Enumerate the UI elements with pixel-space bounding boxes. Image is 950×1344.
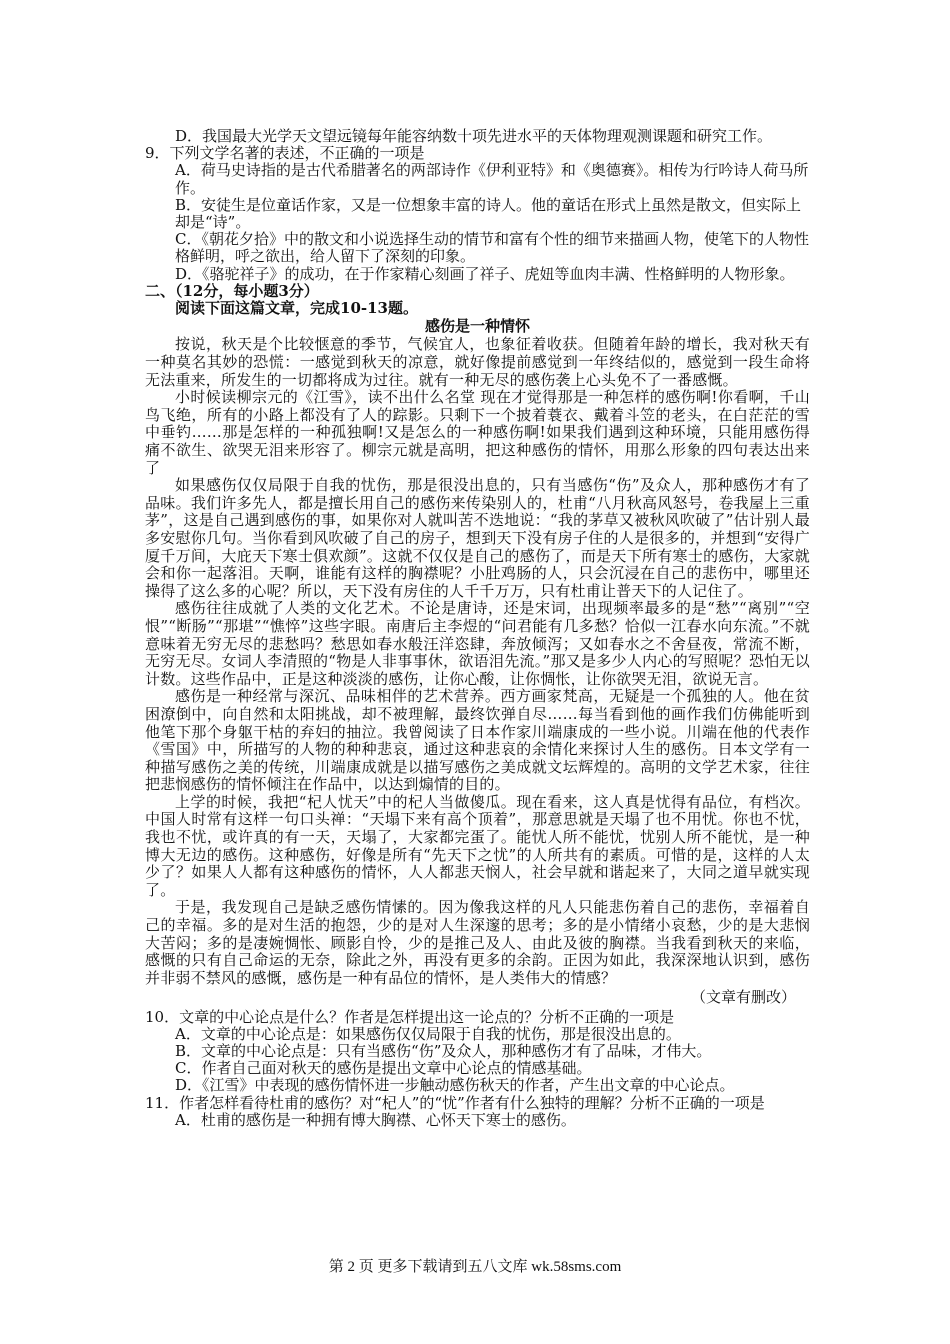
q11-stem: 11．作者怎样看待杜甫的感伤？对“杞人”的“忧”作者有什么独特的理解？分析不正确的一项是 bbox=[145, 1093, 765, 1112]
q11-option-a: A．杜甫的感伤是一种拥有博大胸襟、心怀天下寒士的感伤。 bbox=[175, 1110, 576, 1129]
question-9 bbox=[145, 145, 810, 283]
q9-option-a: A．荷马史诗指的是古代希腊著名的两部诗作《伊利亚特》和《奥德赛》。相传为行吟诗人荷马所作。 bbox=[175, 161, 809, 197]
q8-option-d: D．我国最大光学天文望远镜每年能容纳数十项先进水平的天体物理观测课题和研究工作。 bbox=[175, 127, 773, 145]
q10-option-b: B．文章的中心论点是：只有当感伤“伤”及众人，那种感伤才有了品味，才伟大。 bbox=[175, 1042, 712, 1061]
article-paragraph: 于是，我发现自己是缺乏感伤情愫的。因为像我这样的凡人只能悲伤着自己的悲伤，幸福着自己的幸福。多的是对生活的抱怨，少的是对人生深邃的思考；多的是小情绪小哀愁，少的是大悲悯大苦闷；多的是凄婉惆怅、顾影自怜，少的是推己及人、由此及彼的胸襟。当我看到秋天的来临，感慨的只有自己命运的无奈，除此之外，再没有更多的余韵。正因为如此，我深深地认识到，感伤并非弱不禁风的感慨，感伤是一种有品位的情怀，是人类伟大的情感？ bbox=[145, 898, 810, 987]
q9-stem: 9．下列文学名著的表述，不正确的一项是 bbox=[145, 144, 425, 163]
article-paragraph: 感伤是一种经常与深沉、品味相伴的艺术营养。西方画家梵高，无疑是一个孤独的人。他在贫困潦倒中，向自然和太阳挑战，却不被理解，最终饮弹自尽……每当看到他的画作我们仿佛能听到他笔下那个身躯干枯的弃妇的抽泣。我曾阅读了日本作家川端康成的一些小说。川端在他的代表作《雪国》中，所描写的人物的种种悲哀，通过这种悲哀的余情化来探讨人生的感伤。日本文学有一种描写感伤之美的传统，川端康成就是以描写感伤之美成就文坛辉煌的。高明的文学艺术家，往往把悲悯感伤的情怀倾注在作品中，以达到煽情的目的。 bbox=[145, 687, 810, 794]
article-paragraph: 按说，秋天是个比较惬意的季节，气候宜人，也象征着收获。但随着年龄的增长，我对秋天有一种莫名其妙的恐慌：一感觉到秋天的凉意，就好像提前感觉到一年终结似的，感觉到一段生命将无法重来，所发生的一切都将成为过往。就有一种无尽的感伤袭上心头免不了一番感慨。 bbox=[145, 335, 810, 389]
article-text bbox=[145, 336, 810, 987]
section-heading: 二、（12分，每小题3分） bbox=[145, 281, 319, 300]
question-11 bbox=[145, 1095, 810, 1129]
section-two bbox=[145, 283, 810, 1007]
q10-stem: 10．文章的中心论点是什么？作者是怎样提出这一论点的？分析不正确的一项是 bbox=[145, 1007, 675, 1026]
q9-option-c: C．《朝花夕拾》中的散文和小说选择生动的情节和富有个性的细节来描画人物，使笔下的人物性格鲜明，呼之欲出，给人留下了深刻的印象。 bbox=[175, 230, 809, 266]
q10-option-d: D．《江雪》中表现的感伤情怀进一步触动感伤秋天的作者，产生出文章的中心论点。 bbox=[175, 1076, 735, 1095]
article-title: 感伤是一种情怀 bbox=[424, 317, 530, 336]
article-paragraph: 小时候读柳宗元的《江雪》，读不出什么名堂 现在才觉得那是一种怎样的感伤啊!你看啊，千山鸟飞绝，所有的小路上都没有了人的踪影。只剩下一个披着蓑衣、戴着斗笠的老头，在白茫茫的雪中垂钓……那是怎样的一种孤独啊!又是怎么的一种感伤啊!如果我们遇到这种环境，只能用感伤得痛不欲生、欲哭无泪来形容了。柳宗元就是高明，把这种感伤的情怀，用那么形象的四句表达出来了 bbox=[145, 388, 810, 477]
question-10 bbox=[145, 1009, 810, 1095]
q9-option-b: B．安徒生是位童话作家，又是一位想象丰富的诗人。他的童话在形式上虽然是散文，但实际上却是“诗”。 bbox=[175, 195, 802, 232]
q10-option-a: A．文章的中心论点是：如果感伤仅仅局限于自我的忧伤，那是很没出息的。 bbox=[175, 1024, 681, 1043]
article-credit: （文章有删改） bbox=[690, 988, 796, 1007]
q10-option-c: C．作者自己面对秋天的感伤是提出文章中心论点的情感基础。 bbox=[175, 1059, 592, 1078]
q9-option-d: D．《骆驼祥子》的成功，在于作家精心刻画了祥子、虎妞等血肉丰满、性格鲜明的人物形象。 bbox=[175, 264, 795, 283]
document-body bbox=[145, 128, 810, 1129]
reading-instruction: 阅读下面这篇文章，完成10-13题。 bbox=[175, 299, 418, 318]
article-paragraph: 如果感伤仅仅局限于自我的忧伤，那是很没出息的，只有当感伤“伤”及众人，那种感伤才有了品味。我们许多先人，都是擅长用自己的感伤来传染别人的，杜甫“八月秋高风怒号，卷我屋上三重茅”，这是自己遇到感伤的事，如果你对人就叫苦不迭地说：“我的茅草又被秋风吹破了”估计别人最多安慰你几句。当你看到风吹破了自己的房子，想到天下没有房子住的人是很多的，并想到“安得广厦千万间，大庇天下寒士俱欢颜”。这就不仅仅是自己的感伤了，而是天下所有寒士的感伤，大家就会和你一起落泪。天啊，谁能有这样的胸襟呢？小肚鸡肠的人，只会沉浸在自己的悲伤中，哪里还操得了这么多的心呢？所以，天下没有房住的人千千万万，只有杜甫让普天下的人记住了。 bbox=[145, 476, 810, 600]
article-paragraph: 感伤往往成就了人类的文化艺术。不论是唐诗，还是宋词，出现频率最多的是“愁”“离别”“空恨”“断肠”“那堪”“憔悴”这些字眼。南唐后主李煜的“问君能有几多愁？恰似一江春水向东流。”不就意味着无穷无尽的悲愁吗？愁思如春水般汪洋恣肆，奔放倾泻；又如春水之不舍昼夜，常流不断，无穷无尽。女词人李清照的“物是人非事事休，欲语泪先流。”那又是多少人内心的写照呢？恐怕无以计数。这些作品中，正是这种淡淡的感伤，让你心酸，让你惆怅，让你欲哭无泪，欲说无言。 bbox=[145, 599, 810, 688]
article-paragraph: 上学的时候，我把“杞人忧天”中的杞人当做傻瓜。现在看来，这人真是忧得有品位，有档次。中国人时常有这样一句口头禅：“天塌下来有高个顶着”，那意思就是天塌了也不用忧。你也不忧，我也不忧，或许真的有一天，天塌了，大家都完蛋了。能忧人所不能忧，忧别人所不能忧，是一种博大无边的感伤。这种感伤，好像是所有“先天下之忧”的人所共有的素质。可惜的是，这样的人太少了？如果人人都有这种感伤的情怀，人人都悲天悯人，社会早就和谐起来了，大同之道早就实现了。 bbox=[145, 792, 810, 899]
page-footer: 第 2 页 更多下载请到五八文库 wk.58sms.com bbox=[328, 1259, 622, 1275]
